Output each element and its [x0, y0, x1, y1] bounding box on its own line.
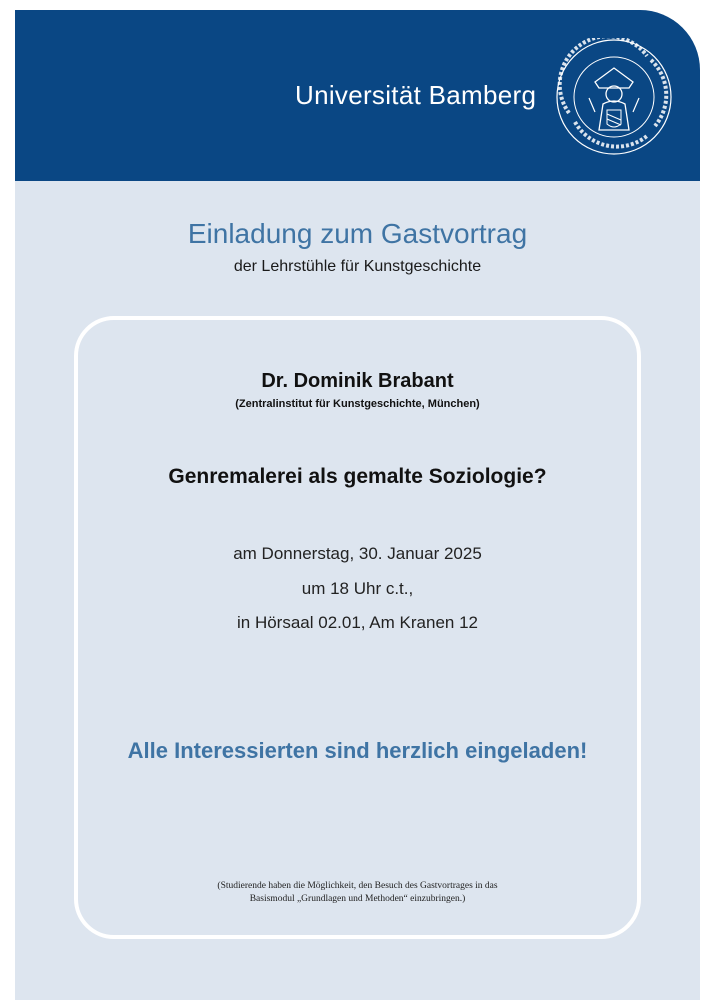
university-name: Universität Bamberg — [295, 80, 537, 110]
invitation-page — [15, 10, 700, 1000]
footnote-line-1: (Studierende haben die Möglichkeit, den Besuch des Gastvortrages in das — [217, 881, 498, 891]
university-seal-icon — [555, 38, 673, 156]
invitation-subtitle: der Lehrstühle für Kunstgeschichte — [233, 258, 482, 275]
invitation-message: Alle Interessierten sind herzlich eingeladen! — [127, 738, 588, 763]
speaker-name: Dr. Dominik Brabant — [261, 370, 454, 392]
event-time: um 18 Uhr c.t., — [301, 579, 414, 598]
footnote-line-2: Basismodul „Grundlagen und Methoden“ einzubringen.) — [249, 894, 466, 904]
speaker-institute: (Zentralinstitut für Kunstgeschichte, München) — [235, 398, 480, 410]
invitation-title: Einladung zum Gastvortrag — [187, 218, 528, 249]
header-banner — [15, 10, 700, 181]
talk-title: Genremalerei als gemalte Soziologie? — [168, 465, 547, 488]
event-date: am Donnerstag, 30. Januar 2025 — [233, 544, 482, 563]
event-location: in Hörsaal 02.01, Am Kranen 12 — [237, 613, 478, 632]
